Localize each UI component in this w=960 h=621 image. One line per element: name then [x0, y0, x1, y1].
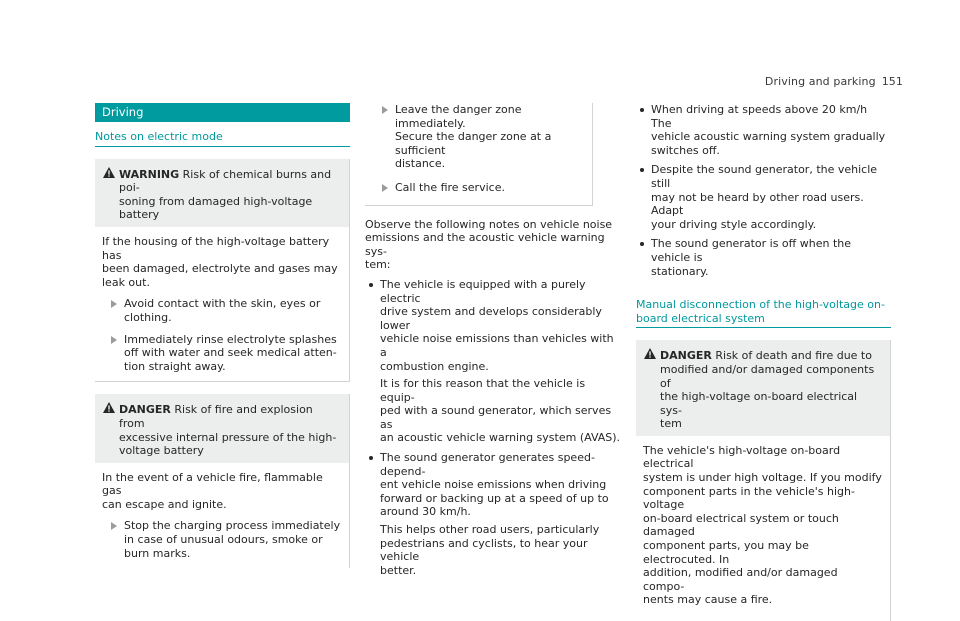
body-line: combustion engine. — [380, 359, 489, 373]
step-line: distance. — [395, 157, 446, 171]
body-line: When driving at speeds above 20 km/h The — [651, 103, 868, 130]
step-line: Stop the charging process immediately — [124, 519, 341, 533]
body-line: can escape and ignite. — [102, 497, 227, 511]
danger-box-body — [95, 463, 349, 569]
list-item — [365, 451, 621, 577]
warning-triangle-icon — [103, 167, 115, 178]
body-line: The sound generator generates speed-depend- — [380, 451, 595, 478]
step-item — [373, 103, 584, 171]
title-line: board electrical system — [636, 311, 765, 325]
step-line: Call the fire service. — [395, 180, 505, 194]
step-line: in case of unusual odours, smoke or — [124, 533, 323, 547]
body-line: This helps other road users, particularly — [380, 523, 600, 537]
section-title-electric-mode: Notes on electric mode — [95, 130, 350, 147]
body-line: Observe the following notes on vehicle noise — [365, 217, 613, 231]
body-line: better. — [380, 563, 417, 577]
danger-body-text — [643, 444, 882, 607]
step-line: clothing. — [124, 310, 172, 324]
warning-head-line: soning from damaged high-voltage battery — [119, 194, 313, 222]
body-line: Despite the sound generator, the vehicle still — [651, 163, 878, 190]
warning-triangle-icon — [644, 348, 656, 359]
bullet-dot-icon — [640, 108, 644, 112]
danger-head-line: modified and/or damaged components of — [660, 362, 875, 390]
danger-header-text — [103, 403, 341, 457]
noise-bullet-list — [365, 278, 621, 577]
body-line: around 30 km/h. — [380, 505, 471, 519]
warning-head-line: Risk of chemical burns and poi- — [119, 167, 332, 195]
bullet-paragraph — [380, 523, 621, 577]
running-head — [765, 75, 903, 88]
step-line: tion straight away. — [124, 359, 226, 373]
body-line: nents may cause a fire. — [643, 593, 773, 607]
step-line: Immediately rinse electrolyte splashes — [124, 332, 337, 346]
warning-box-header — [95, 159, 349, 227]
bullet-dot-icon — [640, 168, 644, 172]
body-line: ped with a sound generator, which serves as — [380, 404, 612, 431]
body-line: vehicle noise emissions than vehicles with a — [380, 332, 614, 359]
body-line: on-board electrical system or touch damaged — [643, 511, 839, 539]
danger-box-header — [636, 340, 890, 436]
body-line: In the event of a vehicle fire, flammable gas — [102, 470, 323, 498]
body-line: vehicle acoustic warning system gradually — [651, 130, 886, 144]
list-item — [636, 237, 891, 278]
body-line: your driving style accordingly. — [651, 217, 817, 231]
section-bar: Driving — [95, 103, 350, 122]
body-line: stationary. — [651, 264, 709, 278]
body-line: It is for this reason that the vehicle is equip- — [380, 377, 586, 404]
warning-box-body — [95, 227, 349, 381]
running-head-title: Driving and parking — [764, 75, 876, 88]
step-arrow-icon — [382, 184, 388, 192]
column-right — [636, 103, 891, 621]
step-item — [102, 519, 341, 560]
step-item — [102, 297, 341, 324]
noise-intro-text — [365, 218, 621, 272]
danger-head-line: excessive internal pressure of the high- — [119, 430, 337, 444]
danger-head-line: the high-voltage on-board electrical sys- — [660, 390, 858, 417]
list-item — [365, 278, 621, 445]
body-line: been damaged, electrolyte and gases may — [102, 262, 338, 276]
danger-box-high-voltage — [636, 340, 891, 621]
danger-box-header — [95, 394, 349, 462]
bullet-paragraph — [380, 451, 621, 519]
warning-header-text — [103, 168, 341, 222]
bullet-dot-icon — [369, 283, 373, 287]
body-line: component parts, you may be electrocuted. In — [643, 539, 809, 566]
step-arrow-icon — [111, 300, 117, 308]
body-line: If the housing of the high-voltage battery has — [102, 234, 330, 262]
body-line: may not be heard by other road users. Adapt — [651, 190, 864, 218]
body-line: The vehicle's high-voltage on-board electrical — [643, 443, 841, 471]
step-arrow-icon — [382, 106, 388, 114]
warning-box-chemical-burns — [95, 159, 350, 383]
step-item — [102, 333, 341, 374]
step-line: Avoid contact with the skin, eyes or — [124, 297, 321, 311]
step-arrow-icon — [111, 522, 117, 530]
danger-box-fire-explosion — [95, 394, 350, 568]
danger-box-continuation — [365, 103, 593, 206]
list-item — [636, 163, 891, 231]
body-line: tem: — [365, 258, 391, 272]
bullet-paragraph — [380, 377, 621, 445]
list-item — [636, 103, 891, 157]
column-left — [95, 103, 350, 568]
bullet-dot-icon — [369, 456, 373, 460]
step-line: Secure the danger zone at a sufficient — [395, 130, 552, 157]
body-line: addition, modified and/or damaged compo- — [643, 566, 838, 593]
body-line: forward or backing up at a speed of up to — [380, 491, 609, 505]
danger-head-line: voltage battery — [119, 444, 204, 458]
body-line: The sound generator is off when the vehicle is — [651, 237, 851, 264]
page-number: 151 — [881, 75, 903, 88]
bullet-paragraph — [380, 278, 621, 373]
step-line: Leave the danger zone immediately. — [395, 103, 522, 130]
danger-head-line: Risk of death and fire due to — [715, 349, 872, 363]
body-line: ent vehicle noise emissions when driving — [380, 478, 607, 492]
step-arrow-icon — [111, 336, 117, 344]
danger-head-line: tem — [660, 417, 682, 431]
body-line: system is under high voltage. If you modify — [643, 471, 882, 485]
danger-header-text — [644, 349, 882, 431]
body-line: The vehicle is equipped with a purely electric — [380, 277, 586, 305]
warning-keyword: WARNING — [119, 167, 180, 181]
body-line: an acoustic vehicle warning system (AVAS). — [380, 431, 621, 445]
body-line: drive system and develops considerably lower — [380, 305, 602, 332]
section-title-manual-disconnection — [636, 298, 891, 328]
bullet-dot-icon — [640, 242, 644, 246]
warning-triangle-icon — [103, 402, 115, 413]
step-line: burn marks. — [124, 546, 191, 560]
warning-body-text — [102, 235, 341, 289]
avas-bullet-list — [636, 103, 891, 278]
body-line: leak out. — [102, 275, 150, 289]
body-line: switches off. — [651, 143, 720, 157]
body-line: component parts in the vehicle's high-voltage — [643, 484, 855, 512]
column-middle — [365, 103, 621, 583]
body-line: emissions and the acoustic vehicle warning sys- — [365, 231, 605, 258]
step-item — [373, 181, 584, 195]
body-line: pedestrians and cyclists, to hear your vehicle — [380, 536, 588, 564]
title-line: Manual disconnection of the high-voltage on- — [636, 298, 885, 312]
step-line: off with water and seek medical atten- — [124, 346, 337, 360]
danger-box-body — [636, 436, 890, 621]
danger-keyword: DANGER — [660, 349, 712, 363]
danger-head-line: Risk of fire and explosion from — [119, 403, 313, 430]
danger-body-text — [102, 471, 341, 512]
danger-keyword: DANGER — [119, 403, 171, 417]
